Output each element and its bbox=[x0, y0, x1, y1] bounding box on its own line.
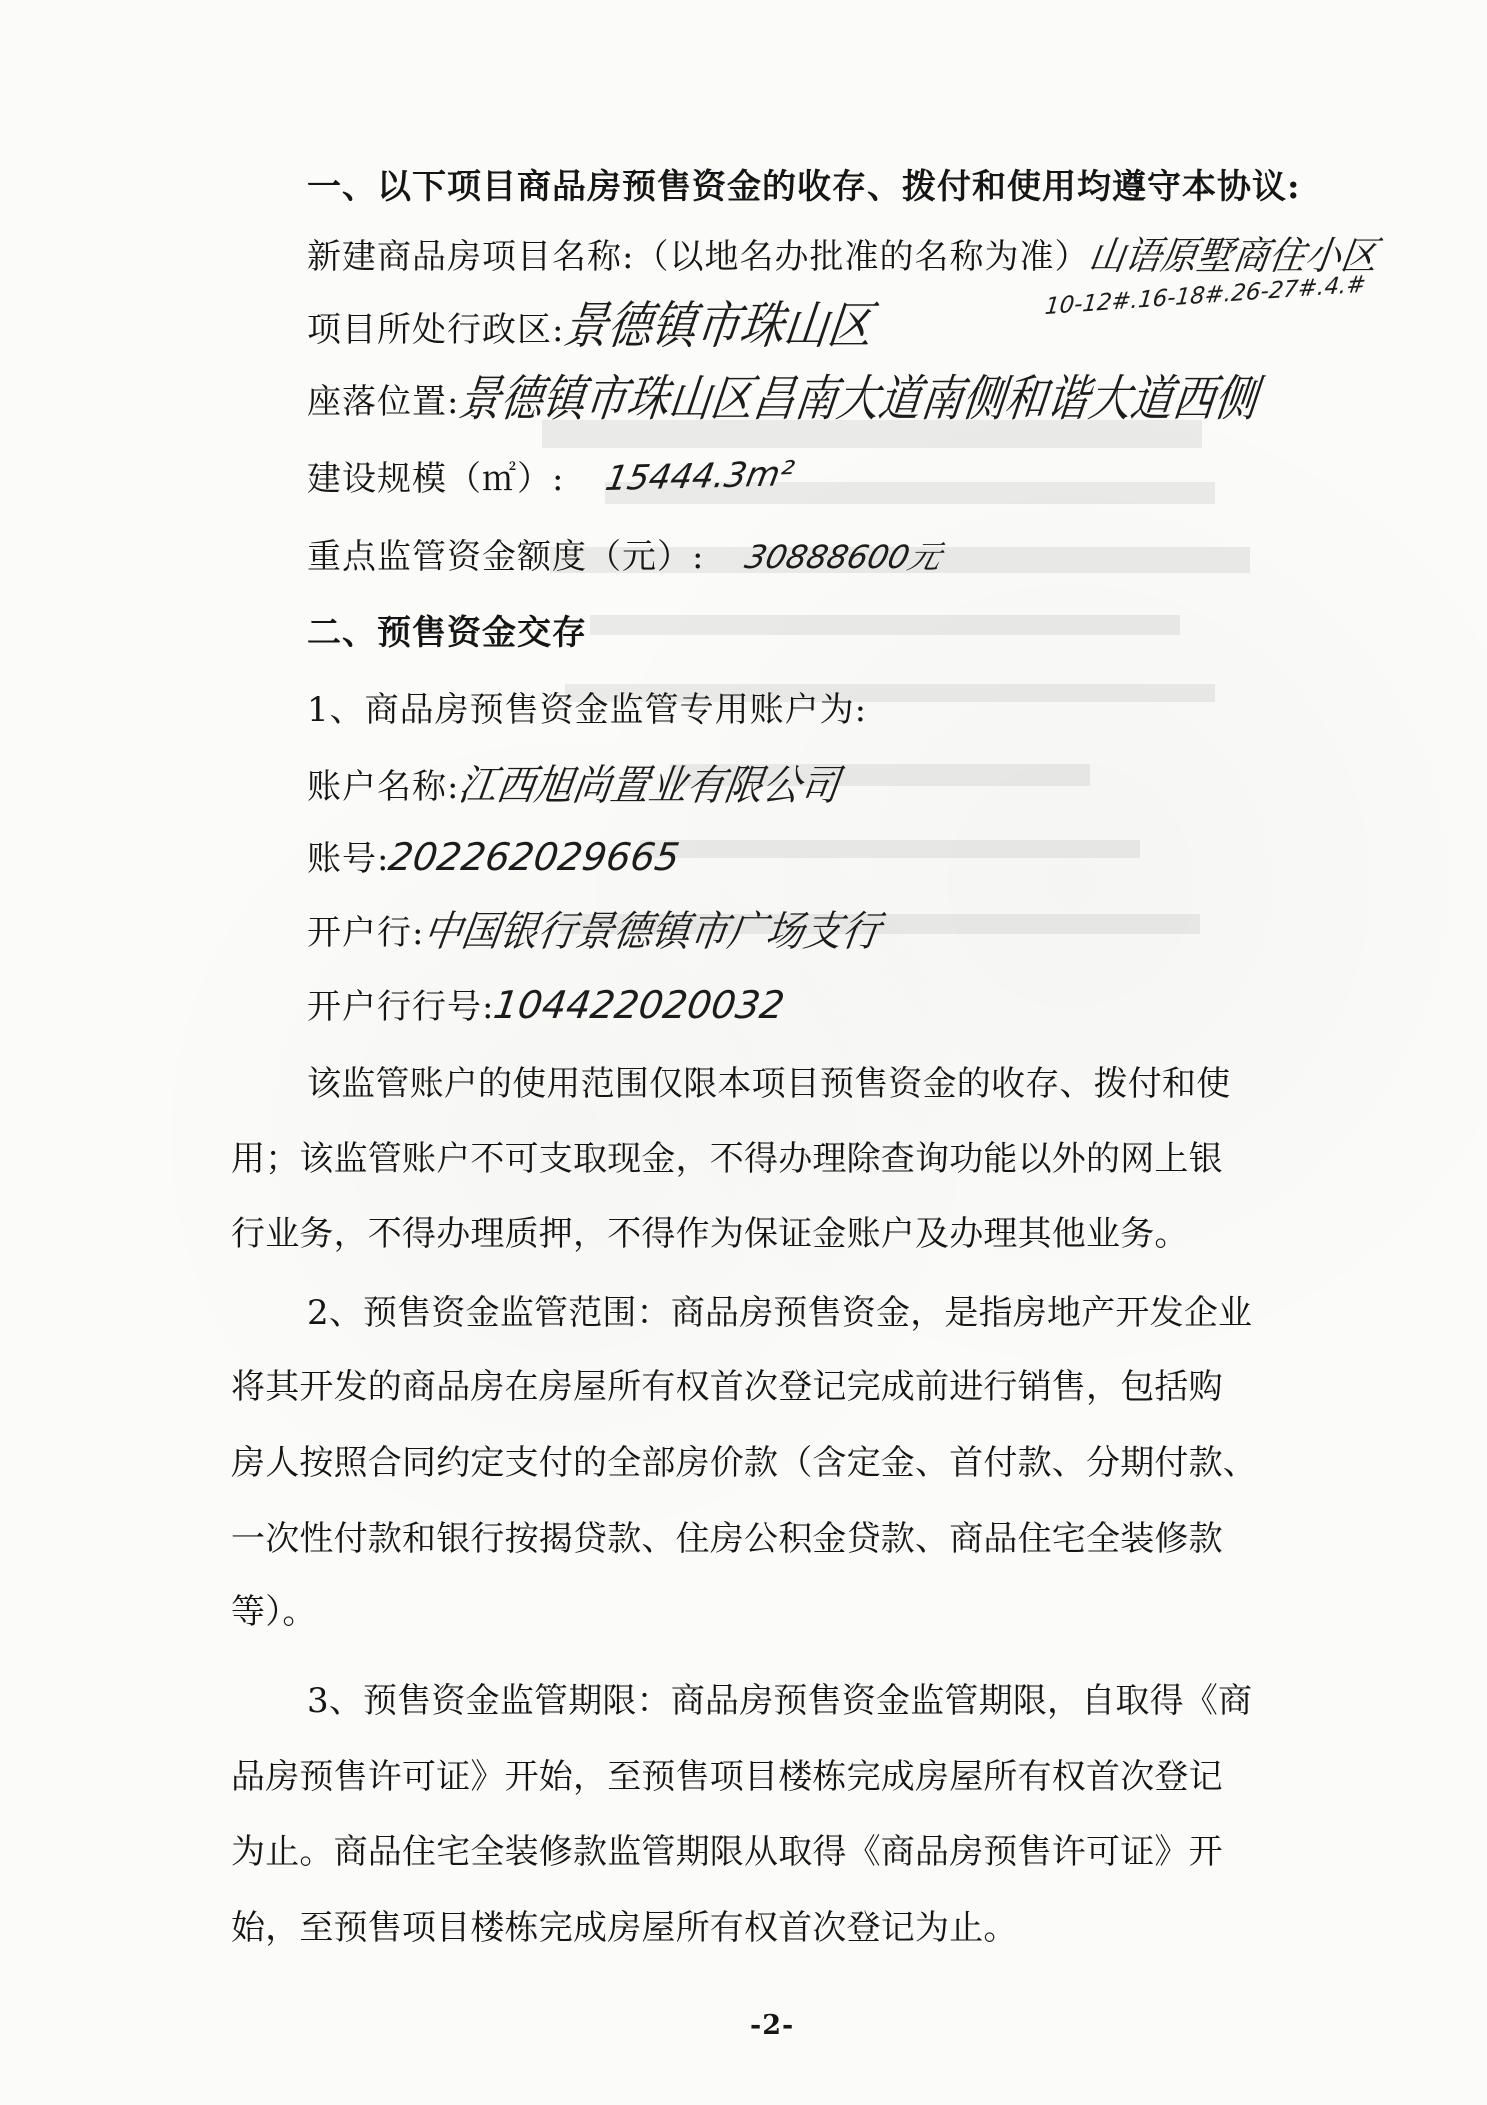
handwritten-construction-scale: 15444.3m² bbox=[602, 453, 798, 500]
construction-scale-label: 建设规模（㎡）: bbox=[307, 459, 565, 499]
handwritten-district: 景德镇市珠山区 bbox=[560, 296, 877, 356]
scope-paragraph-line-3: 行业务，不得办理质押，不得作为保证金账户及办理其他业务。 bbox=[231, 1214, 1189, 1254]
account-number-label: 账号: bbox=[307, 839, 390, 879]
scope-paragraph-line-2: 用；该监管账户不可支取现金，不得办理除查询功能以外的网上银 bbox=[231, 1139, 1223, 1179]
account-name-label: 账户名称: bbox=[307, 767, 460, 807]
period-paragraph-line-4: 始，至预售项目楼栋完成房屋所有权首次登记为止。 bbox=[231, 1908, 1018, 1948]
section-one-heading: 一、以下项目商品房预售资金的收存、拨付和使用均遵守本协议: bbox=[307, 167, 1301, 207]
range-paragraph-line-2: 将其开发的商品房在房屋所有权首次登记完成前进行销售，包括购 bbox=[231, 1367, 1223, 1407]
handwritten-account-number: 202262029665 bbox=[386, 835, 683, 879]
scope-paragraph-line-1: 该监管账户的使用范围仅限本项目预售资金的收存、拨付和使 bbox=[307, 1064, 1231, 1104]
construction-scale-row bbox=[307, 453, 798, 500]
handwritten-account-name: 江西旭尚置业有限公司 bbox=[456, 760, 843, 810]
period-paragraph-line-2: 品房预售许可证》开始，至预售项目楼栋完成房屋所有权首次登记 bbox=[231, 1757, 1223, 1797]
key-fund-label: 重点监管资金额度（元）: bbox=[307, 537, 705, 577]
handwritten-project-name: 山语原墅商住小区 bbox=[1086, 234, 1381, 279]
period-paragraph-line-1: 3、预售资金监管期限：商品房预售资金监管期限，自取得《商 bbox=[307, 1681, 1253, 1721]
range-paragraph-line-4: 一次性付款和银行按揭贷款、住房公积金贷款、商品住宅全装修款 bbox=[231, 1519, 1223, 1559]
bank-code-row bbox=[307, 983, 788, 1028]
handwritten-building-numbers: 10-12#.16-18#.26-27#.4.# bbox=[1043, 271, 1368, 321]
opening-bank-row bbox=[307, 906, 884, 956]
special-account-intro: 1、商品房预售资金监管专用账户为: bbox=[307, 690, 868, 730]
range-paragraph-line-5: 等）。 bbox=[231, 1592, 317, 1632]
opening-bank-label: 开户行: bbox=[307, 913, 425, 953]
range-paragraph-line-1: 2、预售资金监管范围：商品房预售资金，是指房地产开发企业 bbox=[307, 1293, 1253, 1333]
district-row bbox=[307, 296, 877, 356]
period-paragraph-line-3: 为止。商品住宅全装修款监管期限从取得《商品房预售许可证》开 bbox=[231, 1832, 1223, 1872]
handwritten-bank-code: 104422020032 bbox=[491, 983, 788, 1027]
bank-code-label: 开户行行号: bbox=[307, 987, 495, 1027]
location-label: 座落位置: bbox=[307, 382, 460, 422]
account-number-row bbox=[307, 835, 683, 880]
range-paragraph-line-3: 房人按照合同约定支付的全部房价款（含定金、首付款、分期付款、 bbox=[231, 1443, 1257, 1483]
location-row bbox=[307, 369, 1262, 428]
district-label: 项目所处行政区: bbox=[307, 310, 565, 350]
account-name-row bbox=[307, 760, 843, 810]
handwritten-location: 景德镇市珠山区昌南大道南侧和谐大道西侧 bbox=[455, 369, 1262, 428]
handwritten-opening-bank: 中国银行景德镇市广场支行 bbox=[421, 906, 884, 956]
section-two-heading: 二、预售资金交存 bbox=[307, 613, 587, 653]
key-fund-row bbox=[307, 536, 947, 578]
project-name-label: 新建商品房项目名称:（以地名办批准的名称为准） bbox=[307, 237, 1090, 277]
page-number: -2- bbox=[750, 2010, 795, 2041]
project-name-row bbox=[307, 234, 1381, 279]
handwritten-key-fund-amount: 30888600元 bbox=[741, 538, 947, 576]
